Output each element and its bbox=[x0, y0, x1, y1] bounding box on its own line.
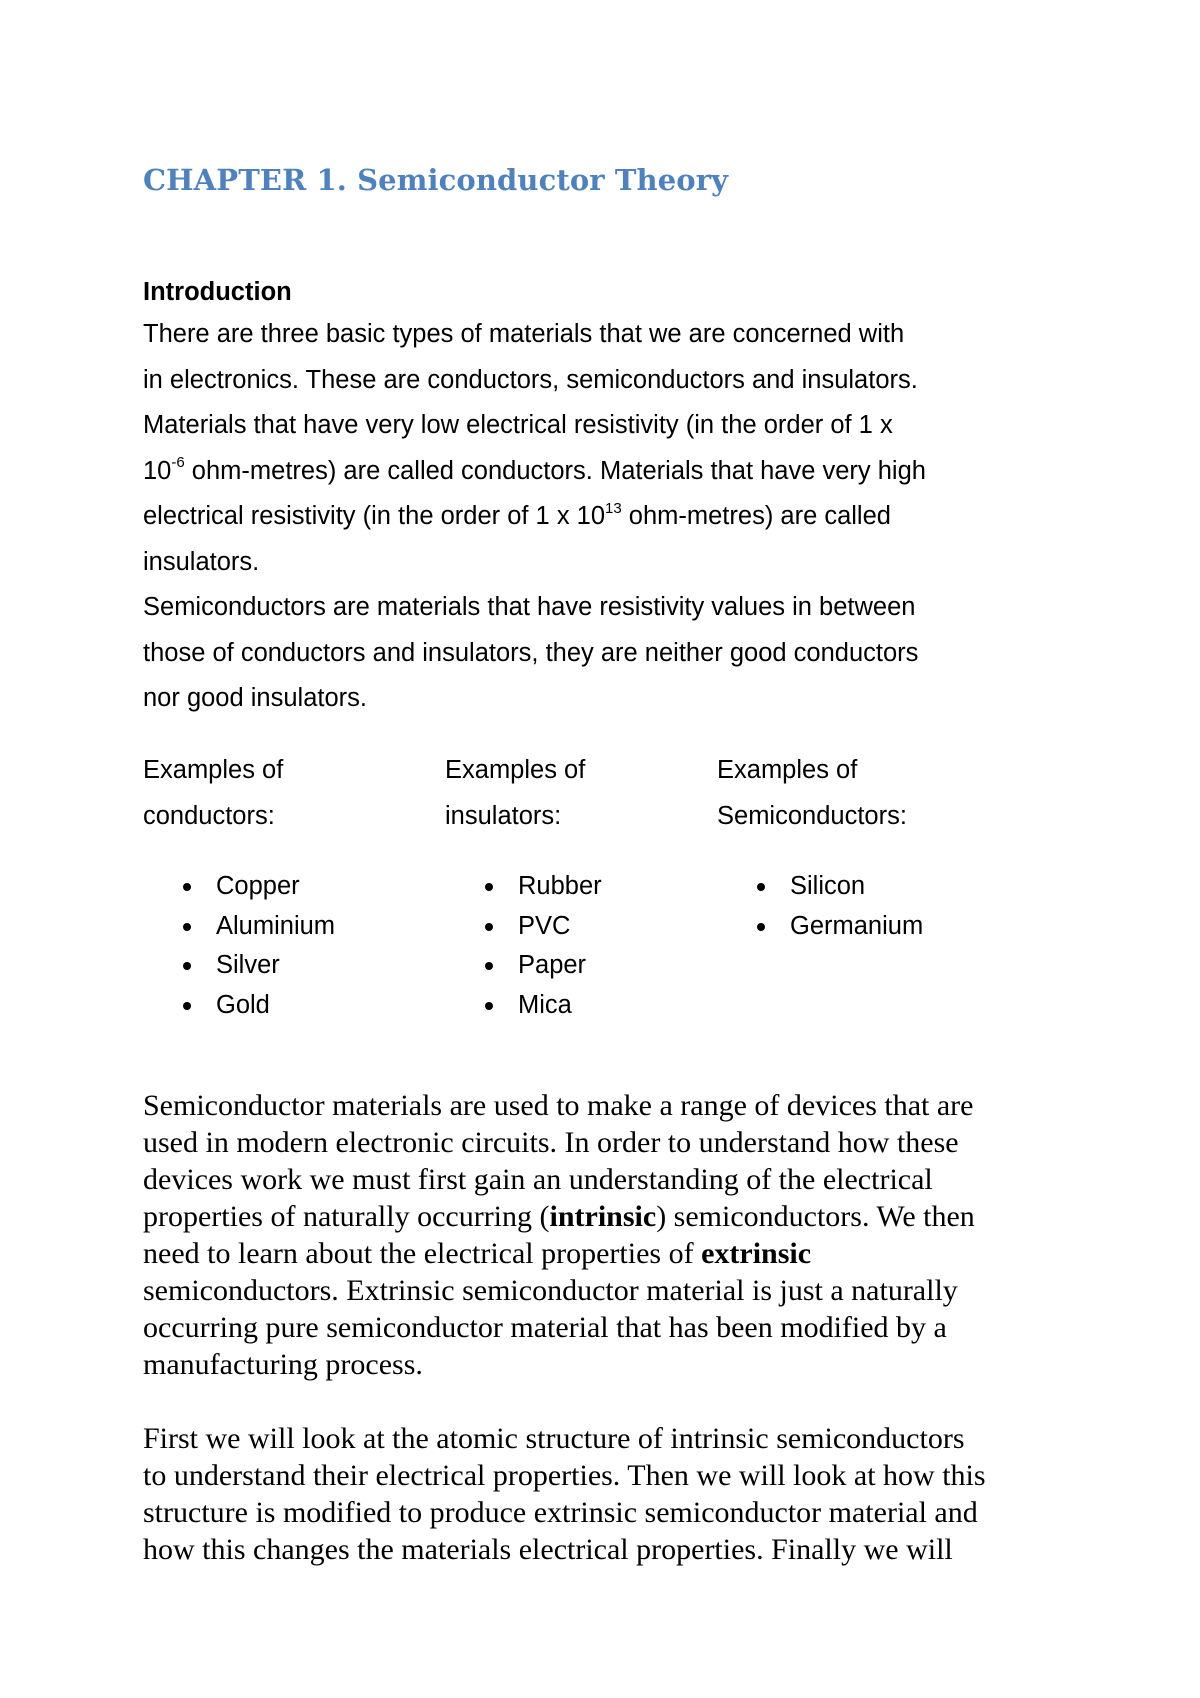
bullet-icon bbox=[485, 1002, 493, 1010]
paragraph-line: occurring pure semiconductor material that has been modified by a bbox=[143, 1311, 947, 1344]
intro-line: in electronics. These are conductors, semiconductors and insulators. bbox=[143, 365, 918, 394]
intro-line: insulators. bbox=[143, 547, 260, 576]
paragraph-line: First we will look at the atomic structure of intrinsic semiconductors bbox=[143, 1422, 965, 1455]
paragraph-line bbox=[143, 1235, 1093, 1272]
bullet-icon bbox=[757, 923, 765, 931]
paragraph-line: structure is modified to produce extrinsic semiconductor material and bbox=[143, 1496, 978, 1529]
paragraph-line: how this changes the materials electrical properties. Finally we will bbox=[143, 1533, 953, 1566]
insulators-column bbox=[445, 748, 602, 1025]
intro-line: those of conductors and insulators, they are neither good conductors bbox=[143, 638, 919, 667]
intro-line: There are three basic types of materials that we are concerned with bbox=[143, 320, 905, 348]
insulators-list bbox=[445, 867, 602, 1025]
list-item bbox=[445, 867, 602, 907]
conductors-column bbox=[143, 748, 335, 1025]
list-item-label: Aluminium bbox=[216, 911, 336, 940]
bullet-icon bbox=[757, 883, 765, 891]
paragraph-line bbox=[143, 1198, 1093, 1235]
column-heading: Examples of bbox=[143, 756, 284, 784]
bullet-icon bbox=[485, 923, 493, 931]
paragraph-text: need to learn about the electrical properties of bbox=[143, 1237, 702, 1270]
paragraph-devices bbox=[143, 1087, 1093, 1383]
bullet-icon bbox=[485, 962, 493, 970]
exponent-superscript: -6 bbox=[171, 454, 185, 471]
intro-line: Semiconductors are materials that have resistivity values in between bbox=[143, 593, 916, 621]
list-item-label: Gold bbox=[216, 990, 270, 1019]
introduction-heading: Introduction bbox=[143, 278, 292, 306]
paragraph-line: Semiconductor materials are used to make a range of devices that are bbox=[143, 1089, 974, 1122]
semiconductors-column bbox=[717, 748, 923, 946]
list-item-label: Copper bbox=[216, 872, 300, 900]
exponent-base: 10 bbox=[143, 456, 172, 485]
list-item bbox=[445, 986, 602, 1026]
paragraph-line: manufacturing process. bbox=[143, 1348, 423, 1381]
intro-line-text: ohm-metres) are called bbox=[621, 502, 891, 530]
column-heading: Semiconductors: bbox=[717, 801, 907, 830]
intro-line: Materials that have very low electrical resistivity (in the order of 1 x bbox=[143, 411, 893, 439]
conductors-list bbox=[143, 867, 335, 1025]
list-item bbox=[445, 907, 602, 947]
list-item-label: Silicon bbox=[790, 872, 866, 900]
intro-line-text: ohm-metres) are called conductors. Materials that have very high bbox=[184, 456, 926, 485]
column-heading: Examples of bbox=[717, 756, 858, 784]
bullet-icon bbox=[183, 883, 191, 891]
list-item bbox=[717, 907, 923, 947]
list-item bbox=[143, 946, 335, 986]
list-item-label: PVC bbox=[518, 911, 571, 940]
list-item-label: Silver bbox=[216, 951, 280, 979]
paragraph-line: devices work we must first gain an understanding of the electrical bbox=[143, 1163, 933, 1196]
intro-line-text: electrical resistivity (in the order of 1 x 10 bbox=[143, 502, 606, 530]
intro-line-resistivity-conductors bbox=[143, 449, 1083, 495]
introduction-section bbox=[143, 272, 1083, 722]
list-item bbox=[143, 867, 335, 907]
bullet-icon bbox=[183, 923, 191, 931]
chapter-title: CHAPTER 1. Semiconductor Theory bbox=[143, 163, 729, 197]
column-heading: insulators: bbox=[445, 801, 562, 830]
list-item-label: Mica bbox=[518, 990, 572, 1019]
list-item-label: Paper bbox=[518, 951, 587, 979]
list-item-label: Germanium bbox=[790, 911, 924, 940]
column-heading: Examples of bbox=[445, 756, 586, 784]
list-item bbox=[143, 986, 335, 1026]
semiconductors-list bbox=[717, 867, 923, 946]
bullet-icon bbox=[183, 962, 191, 970]
intro-line: nor good insulators. bbox=[143, 684, 367, 712]
list-item bbox=[717, 867, 923, 907]
paragraph-line: to understand their electrical properties. Then we will look at how this bbox=[143, 1459, 986, 1492]
bold-term-intrinsic: intrinsic bbox=[549, 1200, 657, 1233]
list-item-label: Rubber bbox=[518, 872, 602, 900]
paragraph-text: properties of naturally occurring ( bbox=[143, 1200, 550, 1233]
intro-line-resistivity-insulators bbox=[143, 494, 1083, 540]
list-item bbox=[143, 907, 335, 947]
column-heading: conductors: bbox=[143, 801, 275, 830]
bullet-icon bbox=[485, 883, 493, 891]
paragraph-text: ) semiconductors. We then bbox=[656, 1200, 975, 1233]
bullet-icon bbox=[183, 1002, 191, 1010]
exponent-superscript: 13 bbox=[605, 499, 622, 517]
paragraph-line: used in modern electronic circuits. In order to understand how these bbox=[143, 1126, 959, 1159]
list-item bbox=[445, 946, 602, 986]
paragraph-structure bbox=[143, 1420, 1093, 1568]
paragraph-line: semiconductors. Extrinsic semiconductor material is just a naturally bbox=[143, 1274, 958, 1307]
bold-term-extrinsic: extrinsic bbox=[701, 1237, 812, 1270]
